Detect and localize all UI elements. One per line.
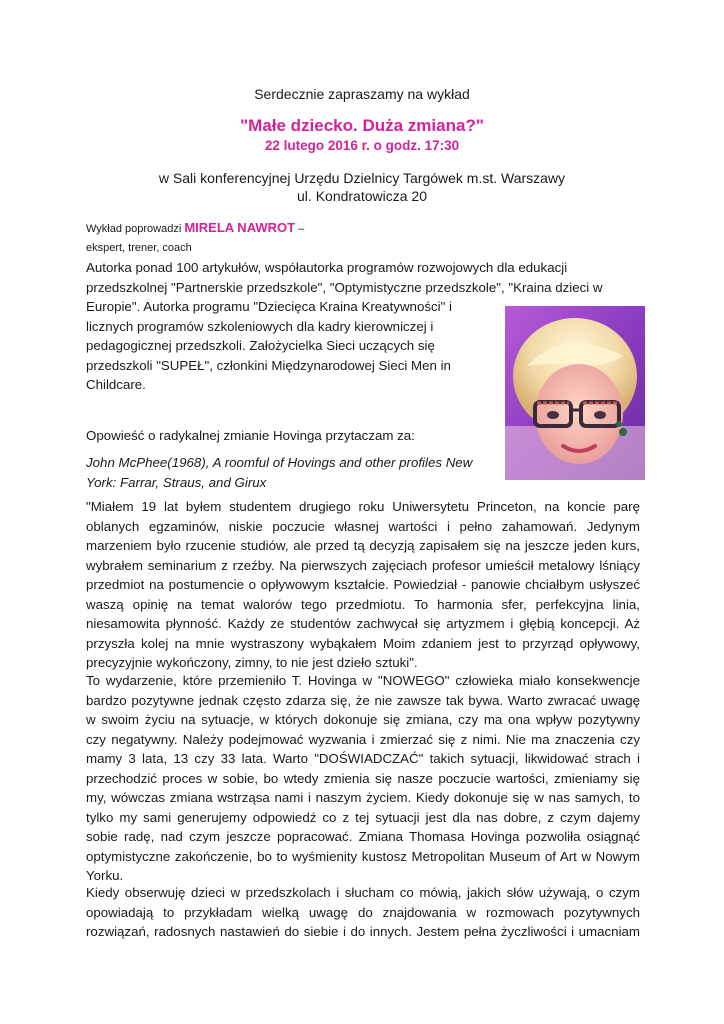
venue-line-1: w Sali konferencyjnej Urzędu Dzielnicy Targówek m.st. Warszawy [158,170,566,186]
paragraph-2 [86,671,640,886]
lecturer-prefix: Wykład poprowadzi [86,223,185,235]
paragraph-line: tylko my sami generujemy odpowiedź co z tej sytuacji jest dla nas dobre, z czym dajemy [86,809,640,825]
paragraph-line: mamy 3 lata, 13 czy 33 lata. Warto "DOŚWIADCZAĆ" takich sytuacji, likwidować strach i [86,751,640,766]
paragraph-line: przyszła kolej na mnie wystraszony wybąkałem Moim zdaniem jest to przyrząd opływowy, [86,635,640,651]
bio-line: pedagogicznej przedszkoli. Założycielka Sieci uczących się [86,338,435,353]
paragraph-line: "Miałem 19 lat byłem studentem drugiego roku Uniwersytetu Princeton, na koncie parę [86,499,640,514]
paragraph-3 [86,883,640,942]
paragraph-line: optymistyczne zakończenie, bo to wyśmienity kustosz Metropolitan Museum of Art w Nowym [86,848,640,864]
lecturer-role: ekspert, trener, coach [86,242,192,254]
paragraph-line: przedmiot na postumencie o opływowym kształcie. Powiedział - panowie chciałbym usłyszeć [86,577,640,592]
citation [86,453,640,492]
paragraph-line: waszą opinię na temat walorów tego przedmiotu. To harmonia sfer, perfekcyjna linia, [86,596,640,612]
paragraph-line: bardzo pozytywne jednak często zdarza się, że nie zawsze tak bywa. Warto zwracać uwagę [86,692,640,708]
bio-line: licznych programów szkoleniowych dla kadry kierowniczej i [86,318,434,334]
paragraph-line: oblanych egzaminów, niskie poczucie własnej wartości i pełno zahamowań. Jedynym [86,518,640,534]
citation-line: John McPhee(1968), A roomful of Hovings and other profiles New [86,455,473,470]
lecturer-line [86,220,304,235]
paragraph-line: my, wówczas zmiana wstrząsa nami i naszym życiem. Kiedy dokonuje się w nas samych, to [86,790,640,805]
paragraph-line: precyzyjnie wykończony, zimny, to nie jest dzieło sztuki". [86,655,418,670]
bio-line: Childcare. [86,377,146,392]
bio-line: Europie". Autorka programu "Dziecięca Kraina Kreatywności" i [86,299,452,314]
bio-line: Autorka ponad 100 artykułów, współautorka programów rozwojowych dla edukacji [86,260,568,275]
paragraph-line: niesamowita płynność. Każdy ze studentów zachwycał się artyzmem i głębią koncepcji. Aż [86,616,640,631]
paragraph-line: opowiadają to przykładam wielką uwagę do znajdowania w rozmowach pozytywnych [86,904,640,920]
paragraph-line: To wydarzenie, które przemieniło T. Hovinga w "NOWEGO" człowieka miało konsekwencje [86,673,640,688]
lecturer-dash: – [295,223,305,235]
paragraph-line: przechodzić proces w sobie, bo wtedy zmienia się nasze poczucie wartości, zmieniamy się [86,770,640,786]
paragraph-line: czy negatywny. Należy podejmować wyzwania i zmierzać się z nimi. Nie ma znaczenia czy [86,731,640,747]
paragraph-line: marzeniem było rzucenie studiów, ale przed tą decyzją zapisałem się na jeszcze jeden kurs, [86,538,640,553]
venue-line-2: ul. Kondratowicza 20 [297,188,427,204]
paragraph-line: Kiedy obserwuję dzieci w przedszkolach i słucham co mówią, jakich słów używają, o czym [86,885,640,900]
paragraph-line: wybrałem seminarium z rzeźby. Na pierwszych zajęciach profesor umieścił metalowy lśniący [86,557,640,573]
lecture-title: "Małe dziecko. Duża zmiana?" [240,116,484,135]
quote-intro: Opowieść o radykalnej zmianie Hovinga przytaczam za: [86,428,415,443]
lecture-date: 22 lutego 2016 r. o godz. 17:30 [264,138,460,153]
bio-line: przedszkoli "SUPEŁ", członkini Międzynarodowej Sieci Men in [86,357,451,373]
paragraph-1 [86,497,640,673]
lecturer-name: MIRELA NAWROT [184,220,296,235]
paragraph-line: w swoim życiu na sytuacje, w których dokonuje się zmiana, czy ma ona wpływ pozytywny [86,712,640,727]
bio-line: przedszkolnej "Partnerskie przedszkole", "Optymistyczne przedszkole", "Kraina dzieci w [86,279,603,295]
citation-line: York: Farrar, Straus, and Girux [86,474,267,490]
paragraph-line: rozwiązań, radosnych nastawień do siebie i do innych. Jestem pełna życzliwości i umacniam [86,924,640,939]
paragraph-line: sobie radę, nad czym jeszcze popracować. Zmiana Thomasa Hovinga pozwoliła osiągnąć [86,829,640,844]
invitation-line: Serdecznie zapraszamy na wykład [254,86,470,102]
paragraph-line: Yorku. [86,868,124,883]
